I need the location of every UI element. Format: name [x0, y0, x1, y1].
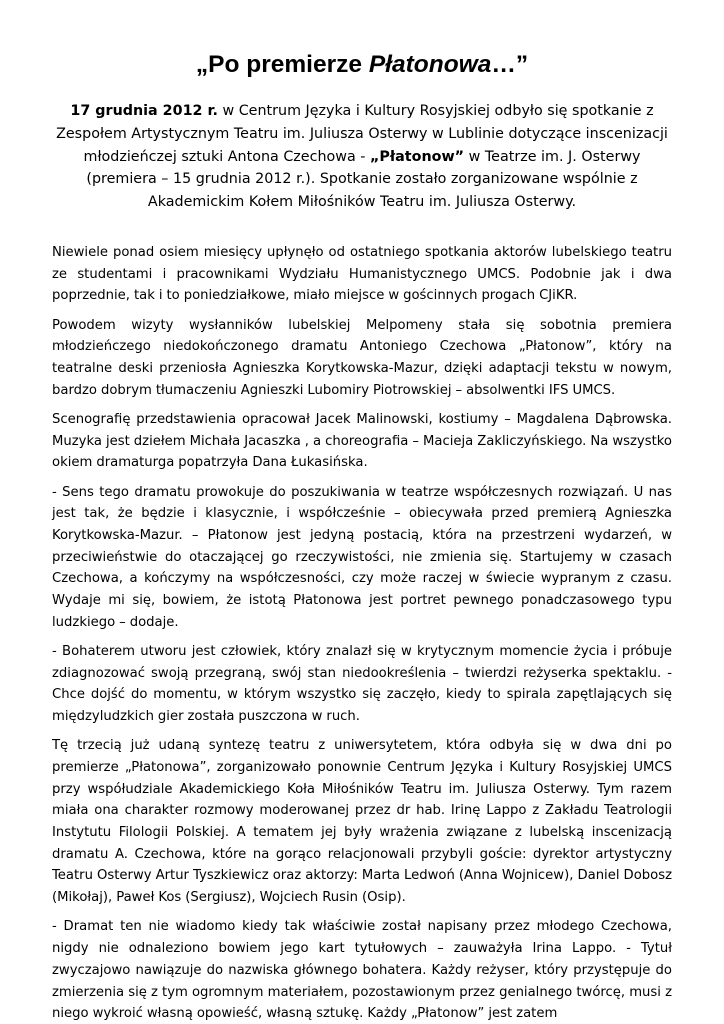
paragraph-5: - Bohaterem utworu jest człowiek, który znalazł się w krytycznym momencie życia i próbuje zdiagnozować swoją przegraną, swój stan niedookreślenia – twierdzi reżyserka spektaklu. - Chce dojść do momentu, w którym wszystko się zaczęło, kiedy to spirala zapętlających się międzyludzkich gier została puszczona w ruch.	[52, 643, 672, 725]
paragraph-1: Niewiele ponad osiem miesięcy upłynęło od ostatniego spotkania aktorów lubelskiego teatru ze studentami i pracownikami Wydziału Humanistycznego UMCS. Podobnie jak i dwa poprzednie, tak i to poniedziałkowe, miało miejsce w gościnnych progach CJiKR.	[52, 245, 672, 304]
title-play-name: Płatonowa	[368, 51, 492, 78]
paragraph-2: Powodem wizyty wysłanników lubelskiej Melpomeny stała się sobotnia premiera młodzieńczego niedokończonego dramatu Antoniego Czechowa „Płatonow”, który na teatralne deski przeniosła Agnieszka Korytkowska-Mazur, dzięki adaptacji tekstu w nowym, bardzo dobrym tłumaczeniu Agnieszki Lubomiry Piotrowskiej – absolwentki IFS UMCS.	[52, 317, 672, 398]
title-suffix: …”	[491, 51, 529, 78]
paragraph-3: Scenografię przedstawienia opracował Jacek Malinowski, kostiumy – Magdalena Dąbrowska. Muzyka jest dziełem Michała Jacaszka , a choreografia – Macieja Zakliczyńskiego. Na wszystko okiem dramaturga popatrzyła Dana Łukasińska.	[52, 411, 672, 471]
paragraph-4: - Sens tego dramatu prowokuje do poszukiwania w teatrze współczesnych rozwiązań. U nas jest tak, że będzie i klasycznie, i współcześnie – obiecywała przed premierą Agnieszka Korytkowska-Mazur. – Płatonow jest jedyną postacią, która na przestrzeni wydarzeń, w przeciwieństwie do otaczającej go rzeczywistości, nie zmienia się. Startujemy w czasach Czechowa, a kończymy na współczesności, czy może raczej w świecie wypranym z czasu. Wydaje mi się, bowiem, że istotą Płatonowa jest portret pewnego ponadczasowego typu ludzkiego – dodaje.	[52, 484, 672, 630]
lead-play-name: „Płatonow”	[369, 148, 465, 165]
paragraph-7: - Dramat ten nie wiadomo kiedy tak właściwie został napisany przez młodego Czechowa, nigdy nie odnaleziono bowiem jego kart tytułowych – zauważyła Irina Lappo. - Tytuł zwyczajowo nawiązuje do nazwiska głównego bohatera. Każdy reżyser, który przystępuje do zmierzenia się z tym ogromnym materiałem, pozostawionym przez genialnego twórcę, musi z niego wykroić własną opowieść, własną sztukę. Każdy „Płatonow” jest zatem	[52, 919, 672, 1022]
title-prefix: „Po premierze	[195, 51, 369, 78]
lead-date: 17 grudnia 2012 r.	[70, 103, 218, 119]
article-lead	[52, 100, 672, 214]
paragraph-6: Tę trzecią już udaną syntezę teatru z uniwersytetem, która odbyła się w dwa dni po premierze „Płatonowa”, zorganizowało ponownie Centrum Języka i Kultury Rosyjskiej UMCS przy współudziale Akademickiego Koła Miłośników Teatru im. Juliusza Osterwy. Tym razem miała ona charakter rozmowy moderowanej przez dr hab. Irinę Lappo z Zakładu Teatrologii Instytutu Filologii Polskiej. A tematem jej były wrażenia związane z lubelską inscenizacją dramatu A. Czechowa, które na gorąco relacjonowali przybyli goście: dyrektor artystyczny Teatru Osterwy Artur Tyszkiewicz oraz aktorzy: Marta Ledwoń (Anna Wojnicew), Daniel Dobosz (Mikołaj), Paweł Kos (Sergiusz), Wojciech Rusin (Osip).	[52, 738, 672, 906]
article-title	[0, 48, 724, 82]
lead-text-1: w Centrum Języka i Kultury Rosyjskiej odbyło się spotkanie z Zespołem Artystycznym Teatru im. Juliusza Osterwy w Lublinie dotyczące inscenizacji młodzieńczej sztuki Antona Czechowa -	[56, 103, 668, 165]
article-body	[52, 242, 672, 1024]
lead-text-2: w Teatrze im. J. Osterwy (premiera – 15 grudnia 2012 r.). Spotkanie zostało zorganizowane wspólnie z Akademickim Kołem Miłośników Teatru im. Juliusza Osterwy.	[86, 148, 641, 211]
